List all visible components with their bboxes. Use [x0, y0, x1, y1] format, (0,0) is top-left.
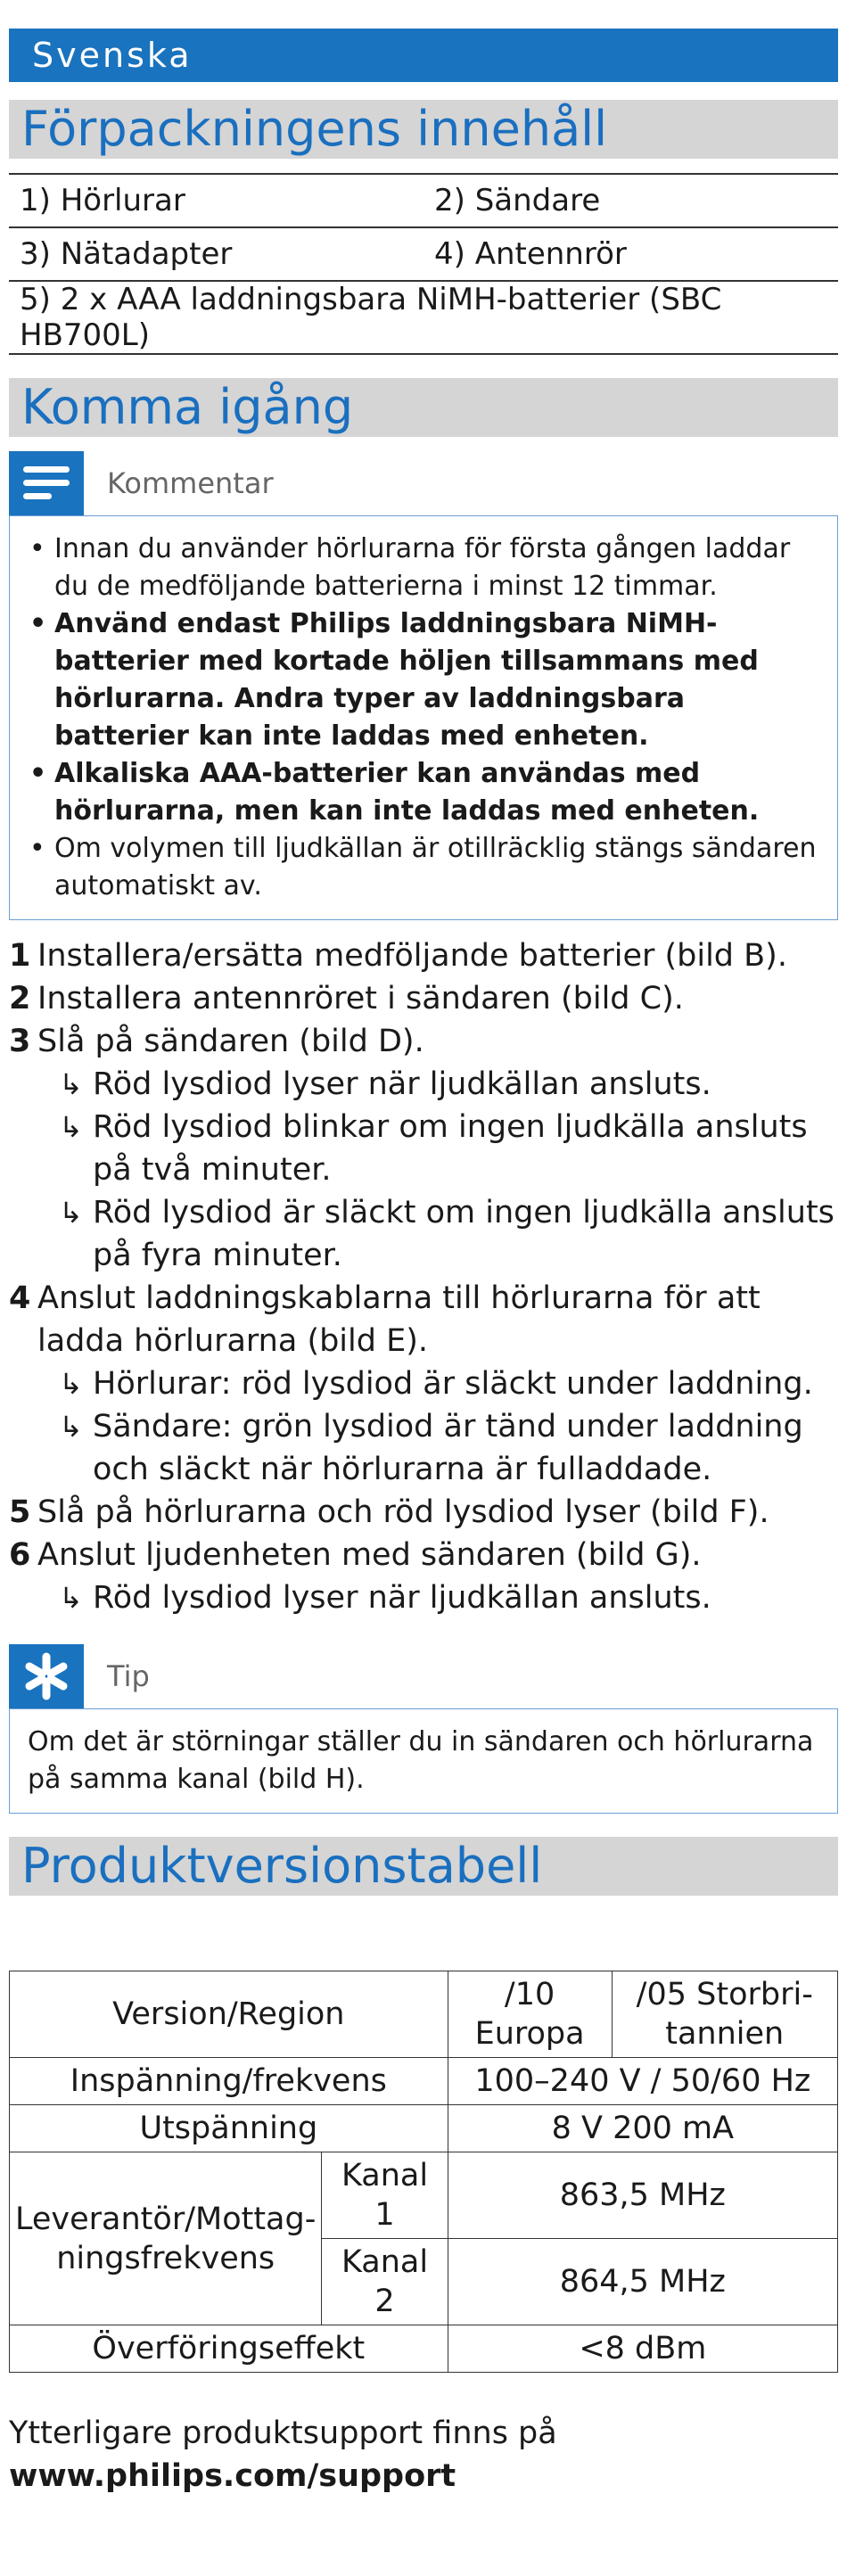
step-text: Anslut ljudenheten med sändaren (bild G). — [37, 1537, 702, 1573]
contents-item: 2) Sändare — [424, 174, 838, 227]
step-number: 5 — [9, 1494, 31, 1530]
contents-item: 1) Hörlurar — [9, 174, 424, 227]
input-label: Inspänning/frekvens — [10, 2058, 448, 2105]
step-item — [9, 934, 838, 977]
step-result: ↳ Sändare: grön lysdiod är tänd under laddning och släckt när hörlurarna är fulladdade. — [59, 1405, 838, 1491]
output-value: 8 V 200 mA — [448, 2105, 837, 2152]
step-result: ↳ Röd lysdiod lyser när ljudkällan ansluts. — [59, 1063, 838, 1106]
step-item — [9, 1534, 838, 1576]
step-number: 3 — [9, 1024, 31, 1059]
step-result: ↳ Röd lysdiod lyser när ljudkällan ansluts. — [59, 1576, 838, 1619]
support-info — [9, 2412, 838, 2498]
contents-item: 5) 2 x AAA laddningsbara NiMH-batterier (SBC HB700L) — [9, 281, 838, 354]
result-arrow-icon: ↳ — [59, 1196, 83, 1230]
note-item: • Använd endast Philips laddningsbara NiMH-batterier med kortade höljen tillsammans med hörlurarna. Andra typer av laddningsbara batterier kan inte laddas med enheten. — [28, 605, 821, 755]
step-item — [9, 977, 838, 1020]
version-col-uk: /05 Storbri-tannien — [612, 1971, 837, 2058]
result-arrow-icon: ↳ — [59, 1410, 83, 1444]
step-item — [9, 1491, 838, 1534]
result-arrow-icon: ↳ — [59, 1367, 83, 1401]
language-bar: Svenska — [9, 29, 838, 82]
result-arrow-icon: ↳ — [59, 1067, 83, 1101]
manual-page — [9, 29, 838, 2498]
note-icon — [9, 451, 84, 515]
contents-item: 3) Nätadapter — [9, 227, 424, 281]
support-link[interactable]: www.philips.com/support — [9, 2458, 456, 2494]
note-item: • Alkaliska AAA-batterier kan användas med hörlurarna, men kan inte laddas med enheten. — [28, 755, 821, 830]
channel-1-value: 863,5 MHz — [448, 2152, 837, 2239]
step-result: ↳ Hörlurar: röd lysdiod är släckt under laddning. — [59, 1362, 838, 1405]
step-number: 1 — [9, 938, 31, 974]
tip-icon — [9, 1644, 84, 1708]
result-arrow-icon: ↳ — [59, 1110, 83, 1144]
frequency-label: Leverantör/Mottag-ningsfrekvens — [10, 2152, 322, 2325]
tip-box: Om det är störningar ställer du in sändaren och hörlurarna på samma kanal (bild H). — [9, 1708, 838, 1814]
note-title: Kommentar — [107, 466, 274, 500]
note-header — [9, 451, 838, 515]
version-col-europe: /10 Europa — [448, 1971, 612, 2058]
version-table — [9, 1971, 838, 2373]
power-label: Överföringseffekt — [10, 2325, 448, 2373]
note-item: • Innan du använder hörlurarna för första gången laddar du de medföljande batterierna i minst 12 timmar. — [28, 531, 821, 605]
step-item — [9, 1277, 838, 1362]
package-contents-table — [9, 173, 838, 355]
support-text: Ytterligare produktsupport finns på — [9, 2416, 557, 2451]
step-item — [9, 1020, 838, 1063]
result-arrow-icon: ↳ — [59, 1581, 83, 1615]
contents-item: 4) Antennrör — [424, 227, 838, 281]
version-region-label: Version/Region — [10, 1971, 448, 2058]
channel-1-label: Kanal 1 — [322, 2152, 448, 2239]
section-heading-contents: Förpackningens innehåll — [9, 100, 838, 159]
step-number: 2 — [9, 981, 31, 1016]
section-heading-versions: Produktversionstabell — [9, 1837, 838, 1896]
note-box — [9, 515, 838, 920]
output-label: Utspänning — [10, 2105, 448, 2152]
channel-2-value: 864,5 MHz — [448, 2239, 837, 2325]
tip-header — [9, 1644, 838, 1708]
step-number: 4 — [9, 1280, 31, 1316]
step-text: Slå på sändaren (bild D). — [37, 1024, 424, 1059]
channel-2-label: Kanal 2 — [322, 2239, 448, 2325]
note-item: • Om volymen till ljudkällan är otillräcklig stängs sändaren automatiskt av. — [28, 830, 821, 905]
step-result: ↳ Röd lysdiod blinkar om ingen ljudkälla ansluts på två minuter. — [59, 1106, 838, 1191]
step-text: Installera antennröret i sändaren (bild C). — [37, 981, 684, 1016]
step-number: 6 — [9, 1537, 31, 1573]
step-text: Slå på hörlurarna och röd lysdiod lyser (bild F). — [37, 1494, 769, 1530]
step-text: Anslut laddningskablarna till hörlurarna för att ladda hörlurarna (bild E). — [37, 1280, 761, 1359]
steps-list — [9, 934, 838, 1619]
step-result: ↳ Röd lysdiod är släckt om ingen ljudkälla ansluts på fyra minuter. — [59, 1191, 838, 1277]
section-heading-getting-started: Komma igång — [9, 378, 838, 437]
step-text: Installera/ersätta medföljande batterier (bild B). — [37, 938, 787, 974]
power-value: <8 dBm — [448, 2325, 837, 2373]
input-value: 100–240 V / 50/60 Hz — [448, 2058, 837, 2105]
tip-title: Tip — [107, 1659, 150, 1693]
